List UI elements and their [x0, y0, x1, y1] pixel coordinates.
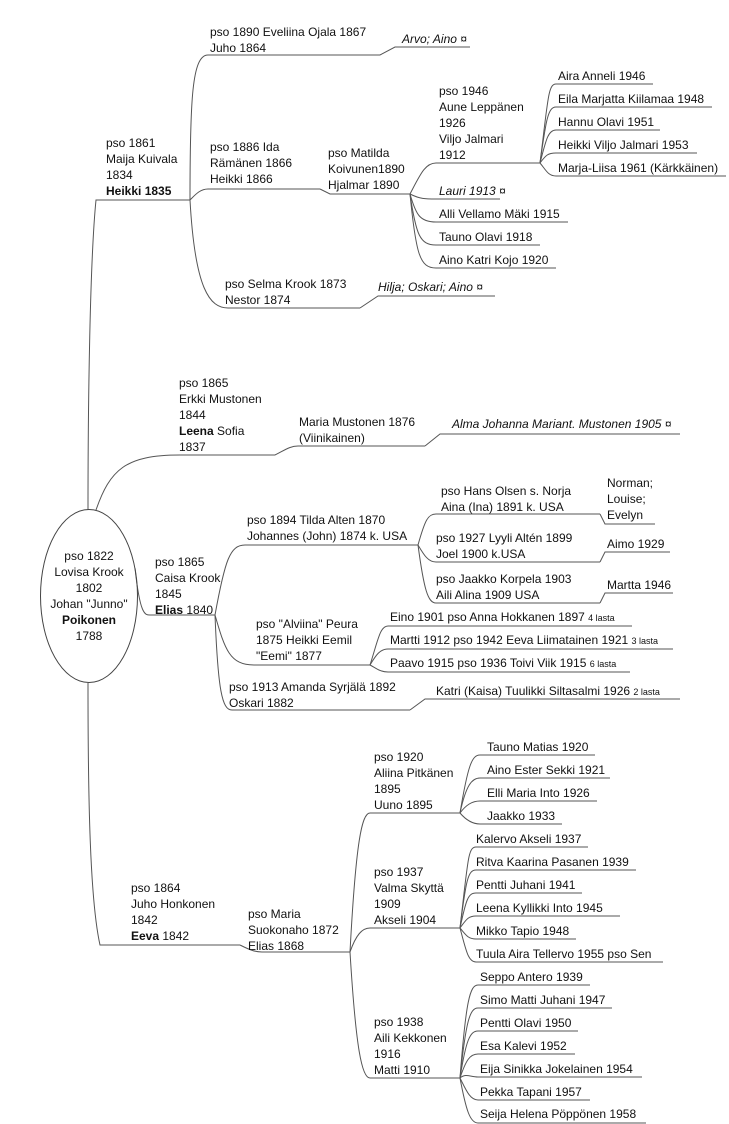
node-line: Johannes (John) 1874 k. USA	[247, 529, 408, 543]
node-line: 1834	[106, 168, 133, 182]
leaf-person: Elli Maria Into 1926	[487, 786, 590, 800]
node-line: Elias 1868	[248, 939, 305, 953]
node-juho-children: Arvo; Aino ¤	[402, 32, 467, 46]
leaf-text: Martti 1912 pso 1942 Eeva Liimatainen 1921	[390, 633, 629, 647]
edge-heikki-heikki	[190, 189, 320, 200]
root-line: pso 1822	[64, 549, 114, 563]
node-line: (Viinikainen)	[299, 431, 365, 445]
node-line: pso 1894 Tilda Alten 1870	[247, 513, 386, 527]
node-aina	[441, 483, 571, 515]
node-line: Erkki Mustonen	[179, 392, 262, 406]
leaf-person: Simo Matti Juhani 1947	[480, 993, 606, 1007]
node-line: Juho 1864	[210, 41, 267, 55]
leaf-person: Eila Marjatta Kiilamaa 1948	[558, 92, 705, 106]
leaf-person: Marja-Liisa 1961 (Kärkkäinen)	[558, 161, 719, 175]
leaf-person	[390, 655, 616, 672]
leaf-person: Tuula Aira Tellervo 1955 pso Sen	[476, 947, 652, 961]
leaf-person: Pentti Olavi 1950	[480, 1016, 572, 1030]
node-nestor-children: Hilja; Oskari; Aino ¤	[378, 280, 483, 294]
leaf-person: Martta 1946	[607, 578, 672, 592]
node-line: Hjalmar 1890	[328, 178, 400, 192]
node-line: Akseli 1904	[374, 913, 437, 927]
root-line: Johan "Junno"	[50, 597, 128, 611]
leaf-person: Hannu Olavi 1951	[558, 115, 655, 129]
node-matti	[374, 1014, 447, 1078]
leaf-person: Esa Kalevi 1952	[480, 1039, 567, 1053]
child-count: 2 lasta	[633, 687, 660, 697]
node-line: Louise;	[607, 492, 646, 506]
node-line: 1837	[179, 440, 206, 454]
edge-aili-martta	[600, 593, 673, 603]
name-rest: Sofia	[213, 424, 245, 438]
leaf-text: Katri (Kaisa) Tuulikki Siltasalmi 1926	[436, 684, 631, 698]
node-line: 1895	[374, 782, 401, 796]
node-line: Aliina Pitkänen	[374, 766, 454, 780]
leaf-person: Kalervo Akseli 1937	[476, 832, 582, 846]
leaf-text: Eino 1901 pso Anna Hokkanen 1897	[390, 610, 585, 624]
edge-maria-alma	[425, 434, 680, 446]
leaf-person: Tauno Matias 1920	[487, 740, 589, 754]
node-line: pso 1886 Ida	[210, 140, 280, 154]
leaf-person	[390, 609, 615, 626]
node-line: pso 1938	[374, 1015, 424, 1029]
edge-joel-aimo	[600, 552, 670, 562]
node-nestor	[225, 276, 346, 308]
node-line: pso "Alviina" Peura	[256, 617, 358, 631]
leaf-text: Paavo 1915 pso 1936 Toivi Viik 1915	[390, 656, 587, 670]
leaf-person: Pentti Juhani 1941	[476, 878, 576, 892]
leaf-person: Heikki Viljo Jalmari 1953	[558, 138, 689, 152]
leaf-person: Lauri 1913 ¤	[439, 184, 506, 198]
node-line: pso 1927 Lyyli Altén 1899	[436, 531, 573, 545]
root-node	[40, 509, 138, 683]
node-name: Heikki 1835	[106, 184, 172, 198]
edge-oskari-katri	[410, 699, 680, 710]
node-line: pso Matilda	[328, 146, 390, 160]
node-line: Caisa Krook	[155, 571, 221, 585]
leaf-person: Alli Vellamo Mäki 1915	[439, 207, 560, 221]
node-line: Rämänen 1866	[210, 156, 293, 170]
node-line: 1916	[374, 1047, 401, 1061]
node-line: pso Jaakko Korpela 1903	[436, 572, 572, 586]
node-name	[155, 602, 220, 618]
node-line: pso 1865	[179, 376, 229, 390]
child-count: 4 lasta	[588, 613, 615, 623]
node-line: Viljo Jalmari	[439, 132, 504, 146]
node-uuno	[374, 749, 453, 813]
node-line: Uuno 1895	[374, 798, 433, 812]
node-name	[131, 928, 215, 944]
node-joel	[436, 530, 572, 562]
edge-leena-maria	[275, 446, 425, 455]
name-bold: Elias	[155, 603, 184, 617]
node-maria	[299, 414, 415, 446]
node-line: Evelyn	[607, 508, 644, 522]
node-elias	[155, 554, 220, 618]
leaf-person: Aimo 1929	[607, 537, 665, 551]
node-line: 1912	[439, 148, 466, 162]
node-heikki	[106, 135, 177, 199]
root-surname: Poikonen	[61, 613, 116, 627]
name-bold: Leena	[179, 424, 214, 438]
leaf-person: Tauno Olavi 1918	[439, 230, 533, 244]
node-line: Aili Alina 1909 USA	[436, 588, 540, 602]
node-viljo	[439, 83, 524, 163]
name-bold: Eeva	[131, 929, 160, 943]
leaf-person: Aira Anneli 1946	[558, 69, 646, 83]
node-heikki-jr	[210, 139, 292, 187]
leaf-person: Ritva Kaarina Pasanen 1939	[476, 855, 629, 869]
root-line: 1802	[75, 581, 103, 595]
leaf-person: Eija Sinikka Jokelainen 1954	[480, 1062, 633, 1076]
node-juho	[210, 24, 366, 56]
name-rest: 1842	[159, 929, 190, 943]
node-line: Nestor 1874	[225, 293, 291, 307]
node-hjalmar	[328, 145, 405, 193]
leaf-person: Pekka Tapani 1957	[480, 1085, 582, 1099]
node-line: pso Maria	[248, 907, 301, 921]
node-line: pso 1890 Eveliina Ojala 1867	[210, 25, 367, 39]
node-line: 1845	[155, 587, 182, 601]
edge-elias-johannes	[215, 545, 418, 615]
node-line: Aune Leppänen	[439, 100, 524, 114]
node-line: Joel 1900 k.USA	[436, 547, 526, 561]
node-line: 1909	[374, 897, 401, 911]
node-line: Suokonaho 1872	[248, 923, 339, 937]
node-line: Heikki 1866	[210, 172, 273, 186]
node-line: 1875 Heikki Eemil	[256, 633, 353, 647]
node-line: Oskari 1882	[229, 696, 294, 710]
leaf-person: Aino Katri Kojo 1920	[439, 253, 549, 267]
node-line: pso Hans Olsen s. Norja	[441, 484, 572, 498]
leaf-person: Jaakko 1933	[487, 809, 556, 823]
node-line: pso 1937	[374, 865, 424, 879]
leaf-person: Alma Johanna Mariant. Mustonen 1905 ¤	[452, 417, 672, 431]
edge-root-leena	[96, 455, 275, 510]
leaf-person: Mikko Tapio 1948	[476, 924, 570, 938]
node-line: pso 1946	[439, 84, 489, 98]
node-line: pso 1864	[131, 881, 181, 895]
node-line: pso 1861	[106, 136, 156, 150]
node-name	[179, 423, 262, 439]
node-aili	[436, 571, 571, 603]
edge-root-heikki	[88, 200, 190, 510]
node-oskari	[229, 679, 396, 711]
node-line: "Eemi" 1877	[256, 649, 322, 663]
node-akseli	[374, 864, 444, 928]
leaf-person: Seppo Antero 1939	[480, 970, 583, 984]
node-line: Maija Kuivala	[106, 152, 178, 166]
node-line: Matti 1910	[374, 1063, 431, 1077]
node-line: pso Selma Krook 1873	[225, 277, 347, 291]
child-count: 3 lasta	[631, 636, 659, 646]
node-line: Koivunen1890	[328, 162, 405, 176]
leaf-person: Aino Ester Sekki 1921	[487, 763, 606, 777]
leaf-person: Seija Helena Pöppönen 1958	[480, 1107, 637, 1121]
root-year: 1788	[75, 629, 103, 643]
name-rest: 1840	[183, 603, 214, 617]
child-count: 6 lasta	[589, 659, 617, 669]
leaf-person: Leena Kyllikki Into 1945	[476, 901, 603, 915]
node-line: Maria Mustonen 1876	[299, 415, 416, 429]
node-line: Norman;	[607, 476, 654, 490]
node-line: pso 1913 Amanda Syrjälä 1892	[229, 680, 396, 694]
node-line: pso 1865	[155, 555, 205, 569]
node-line: 1842	[131, 913, 158, 927]
edge-elias-akseli	[350, 928, 460, 952]
node-line: Juho Honkonen	[131, 897, 216, 911]
node-eeva	[131, 880, 215, 944]
edge-juho-children	[380, 47, 470, 55]
node-line: pso 1920	[374, 750, 424, 764]
node-line: Aili Kekkonen	[374, 1031, 447, 1045]
node-line: 1844	[179, 408, 206, 422]
root-line: Lovisa Krook	[54, 565, 124, 579]
node-line: 1926	[439, 116, 466, 130]
node-elias-1868	[248, 906, 339, 954]
node-leena	[179, 375, 262, 455]
leaf-person	[436, 683, 660, 700]
node-line: Aina (Ina) 1891 k. USA	[441, 500, 564, 514]
leaf-person	[390, 632, 658, 649]
node-eemil	[256, 616, 358, 664]
node-johannes	[247, 512, 407, 544]
edge-nestor-children	[360, 296, 495, 308]
node-line: Valma Skyttä	[374, 881, 444, 895]
node-aina-children	[607, 475, 653, 523]
